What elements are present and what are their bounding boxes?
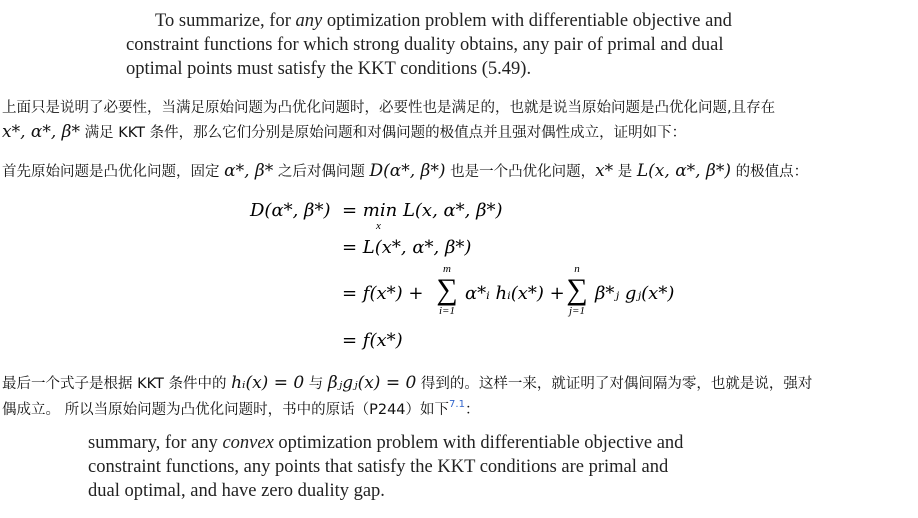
- para2-m1: α*, β*: [224, 161, 274, 181]
- book-quote-2: [88, 431, 683, 503]
- quote1-line1-a: To summarize, for: [155, 11, 296, 31]
- equation-row1-text: = min L(x, α*, β*): [342, 200, 503, 221]
- para2-t3: 也是一个凸优化问题，: [445, 164, 596, 180]
- para2-line: [2, 160, 808, 181]
- sum1-lower: i=1: [439, 305, 455, 317]
- para3-t1: 最后一个式子是根据 KKT 条件中的: [2, 376, 232, 392]
- sigma-icon: ∑: [436, 273, 458, 306]
- quote1-line1: [126, 9, 732, 33]
- para2-m2: D(α*, β*): [369, 161, 446, 181]
- sum2-lower: j=1: [569, 305, 585, 317]
- equation-row4-text: = f(x*): [342, 330, 403, 351]
- equation-lhs: [250, 200, 330, 221]
- equation-row3-c: [595, 283, 674, 304]
- para2-t5: 的极值点：: [730, 164, 809, 180]
- quote1-line1-b: optimization problem with differentiable objective and: [322, 11, 732, 31]
- para3-t3: 得到的。这样一来，就证明了对偶间隔为零，也就是说，强对: [416, 376, 813, 392]
- quote2-line1-a: summary, for any: [88, 433, 223, 453]
- quote1-line2: constraint functions for which strong duality obtains, any pair of primal and dual: [126, 35, 724, 55]
- equation-row3-b-text: α*ᵢ hᵢ(x*) +: [465, 283, 565, 304]
- quote1-emphasis: any: [295, 11, 323, 31]
- sigma-icon: ∑: [566, 273, 588, 306]
- sum1-upper: m: [443, 263, 451, 275]
- para2-t2: 之后对偶问题: [273, 164, 370, 180]
- sum2-upper: n: [574, 263, 580, 275]
- equation-row3-a-text: = f(x*) +: [342, 283, 424, 304]
- equation-row2-text: = L(x*, α*, β*): [342, 237, 472, 258]
- para3-t2: 与: [304, 376, 328, 392]
- para1-line2-text: 满足 KKT 条件，那么它们分别是原始问题和对偶问题的极值点并且强对偶性成立，证明如下：: [80, 125, 687, 141]
- quote2-line1-b: optimization problem with differentiable objective and: [273, 433, 684, 453]
- footnote-ref-link[interactable]: 7.1: [449, 399, 465, 410]
- equation-row3-a: [342, 283, 423, 304]
- quote1-line3: optimal points must satisfy the KKT conditions (5.49).: [126, 59, 532, 79]
- para3-line2-end: ：: [464, 402, 480, 418]
- quote2-emphasis: convex: [222, 433, 274, 453]
- para1-line2: [2, 121, 686, 142]
- para1-math: x*, α*, β*: [2, 122, 81, 142]
- equation-row3-c-text: β*ⱼ gⱼ(x*): [595, 283, 675, 304]
- para3-m2: βⱼgⱼ(x) = 0: [327, 373, 417, 393]
- sum-operator-2: [564, 263, 590, 317]
- equation-lhs-text: D(α*, β*): [250, 200, 331, 221]
- para2-t1: 首先原始问题是凸优化问题，固定: [2, 164, 225, 180]
- quote2-line2: constraint functions, any points that satisfy the KKT conditions are primal and: [88, 457, 669, 477]
- quote2-line1: [88, 431, 683, 455]
- equation-row2: [342, 237, 471, 258]
- para2-m4: L(x, α*, β*): [636, 161, 731, 181]
- sum-operator-1: [434, 263, 460, 317]
- equation-min-subscript: x: [376, 220, 381, 232]
- equation-row1: [342, 200, 503, 221]
- para3-line2-text: 偶成立。 所以当原始问题为凸优化问题时，书中的原话（P244）如下: [2, 402, 450, 418]
- quote2-line3: dual optimal, and have zero duality gap.: [88, 481, 385, 501]
- equation-row4: [342, 330, 403, 351]
- para2-t4: 是: [613, 164, 637, 180]
- para3-line1: [2, 372, 812, 393]
- para2-m3: x*: [595, 161, 614, 181]
- para1-line1: 上面只是说明了必要性，当满足原始问题为凸优化问题时，必要性也是满足的，也就是说当原始问题是凸优化问题,且存在: [2, 100, 776, 116]
- para3-line2: [2, 398, 479, 419]
- equation-row3-b: [465, 283, 565, 304]
- book-quote-1: [126, 9, 732, 81]
- para3-m1: hᵢ(x) = 0: [231, 373, 305, 393]
